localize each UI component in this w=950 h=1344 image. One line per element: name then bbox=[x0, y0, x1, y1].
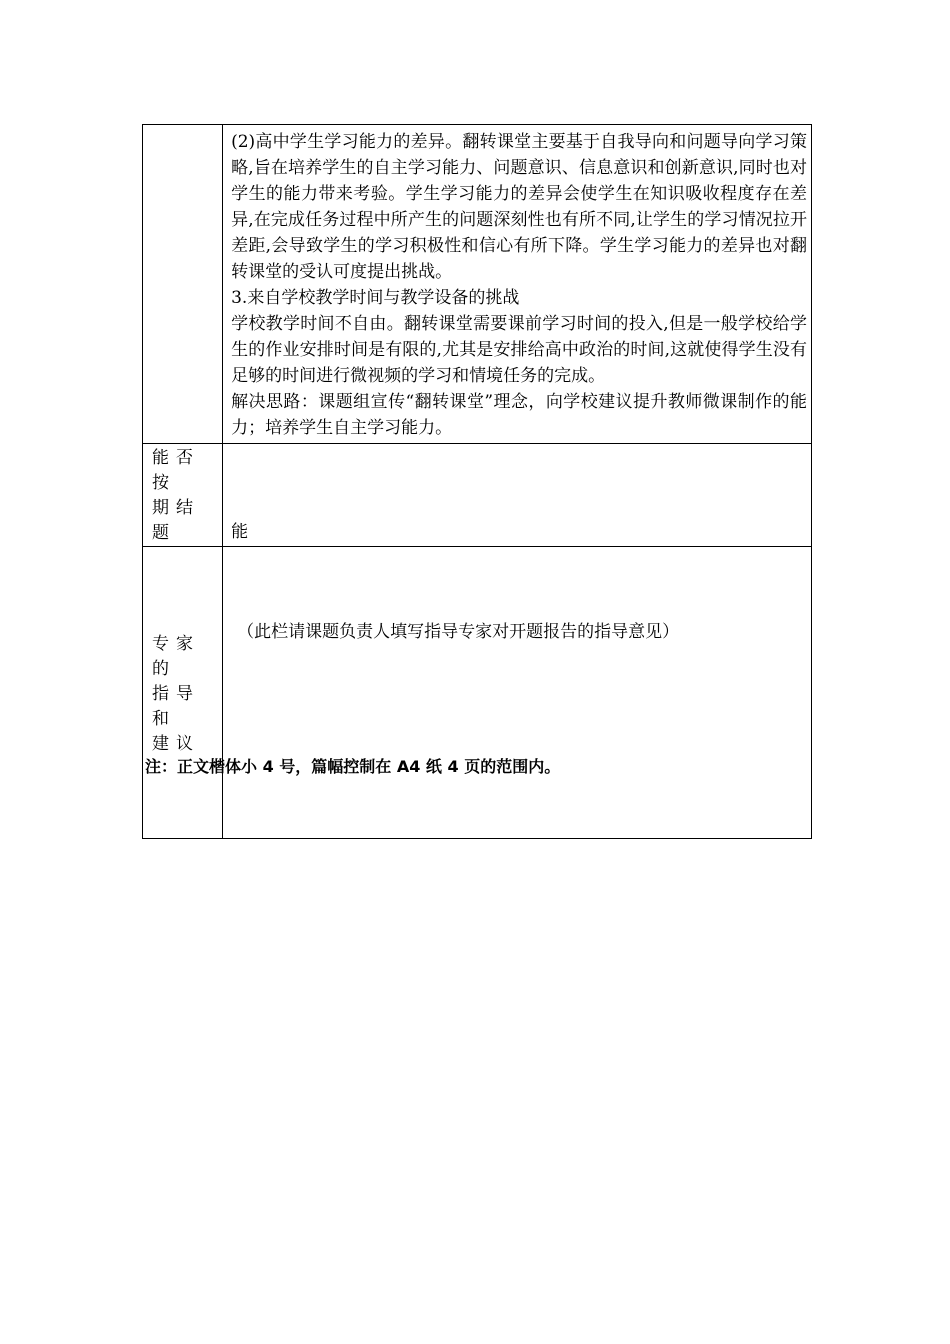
on-schedule-row bbox=[143, 444, 812, 547]
paragraph-solution: 解决思路：课题组宣传“翻转课堂”理念，向学校建议提升教师微课制作的能力；培养学生自主学习能力。 bbox=[231, 392, 807, 438]
report-table bbox=[142, 124, 812, 839]
heading-school-challenges: 3.来自学校教学时间与教学设备的挑战 bbox=[231, 288, 520, 308]
continuation-row bbox=[143, 125, 812, 444]
on-schedule-label-line2: 期结题 bbox=[152, 498, 200, 543]
on-schedule-label-line1: 能否按 bbox=[152, 448, 200, 493]
expert-advice-placeholder: （此栏请课题负责人填写指导专家对开题报告的指导意见） bbox=[237, 622, 680, 642]
paragraph-teaching-time: 学校教学时间不自由。翻转课堂需要课前学习时间的投入,但是一般学校给学生的作业安排时间是有限的,尤其是安排给高中政治的时间,这就使得学生没有足够的时间进行微视频的学习和情境任务的完成。 bbox=[231, 314, 807, 386]
continuation-label-cell bbox=[143, 125, 223, 444]
expert-label bbox=[143, 547, 223, 839]
expert-label-line2: 指导和 bbox=[152, 684, 200, 729]
expert-label-line1: 专家的 bbox=[152, 634, 200, 679]
expert-label-line3: 建议 bbox=[152, 734, 200, 754]
continuation-content-cell bbox=[223, 125, 812, 444]
expert-advice-field[interactable] bbox=[223, 547, 812, 839]
on-schedule-value: 能 bbox=[223, 444, 812, 547]
on-schedule-label bbox=[143, 444, 223, 547]
paragraph-learning-ability: (2)高中学生学习能力的差异。翻转课堂主要基于自我导向和问题导向学习策略,旨在培养学生的自主学习能力、问题意识、信息意识和创新意识,同时也对学生的能力带来考验。学生学习能力的差异会使学生在知识吸收程度存在差异,在完成任务过程中所产生的问题深刻性也有所不同,让学生的学习情况拉开差距,会导致学生的学习积极性和信心有所下降。学生学习能力的差异也对翻转课堂的受认可度提出挑战。 bbox=[231, 132, 807, 282]
footer-note: 注：正文楷体小 4 号，篇幅控制在 A4 纸 4 页的范围内。 bbox=[145, 757, 561, 776]
expert-row bbox=[143, 547, 812, 839]
